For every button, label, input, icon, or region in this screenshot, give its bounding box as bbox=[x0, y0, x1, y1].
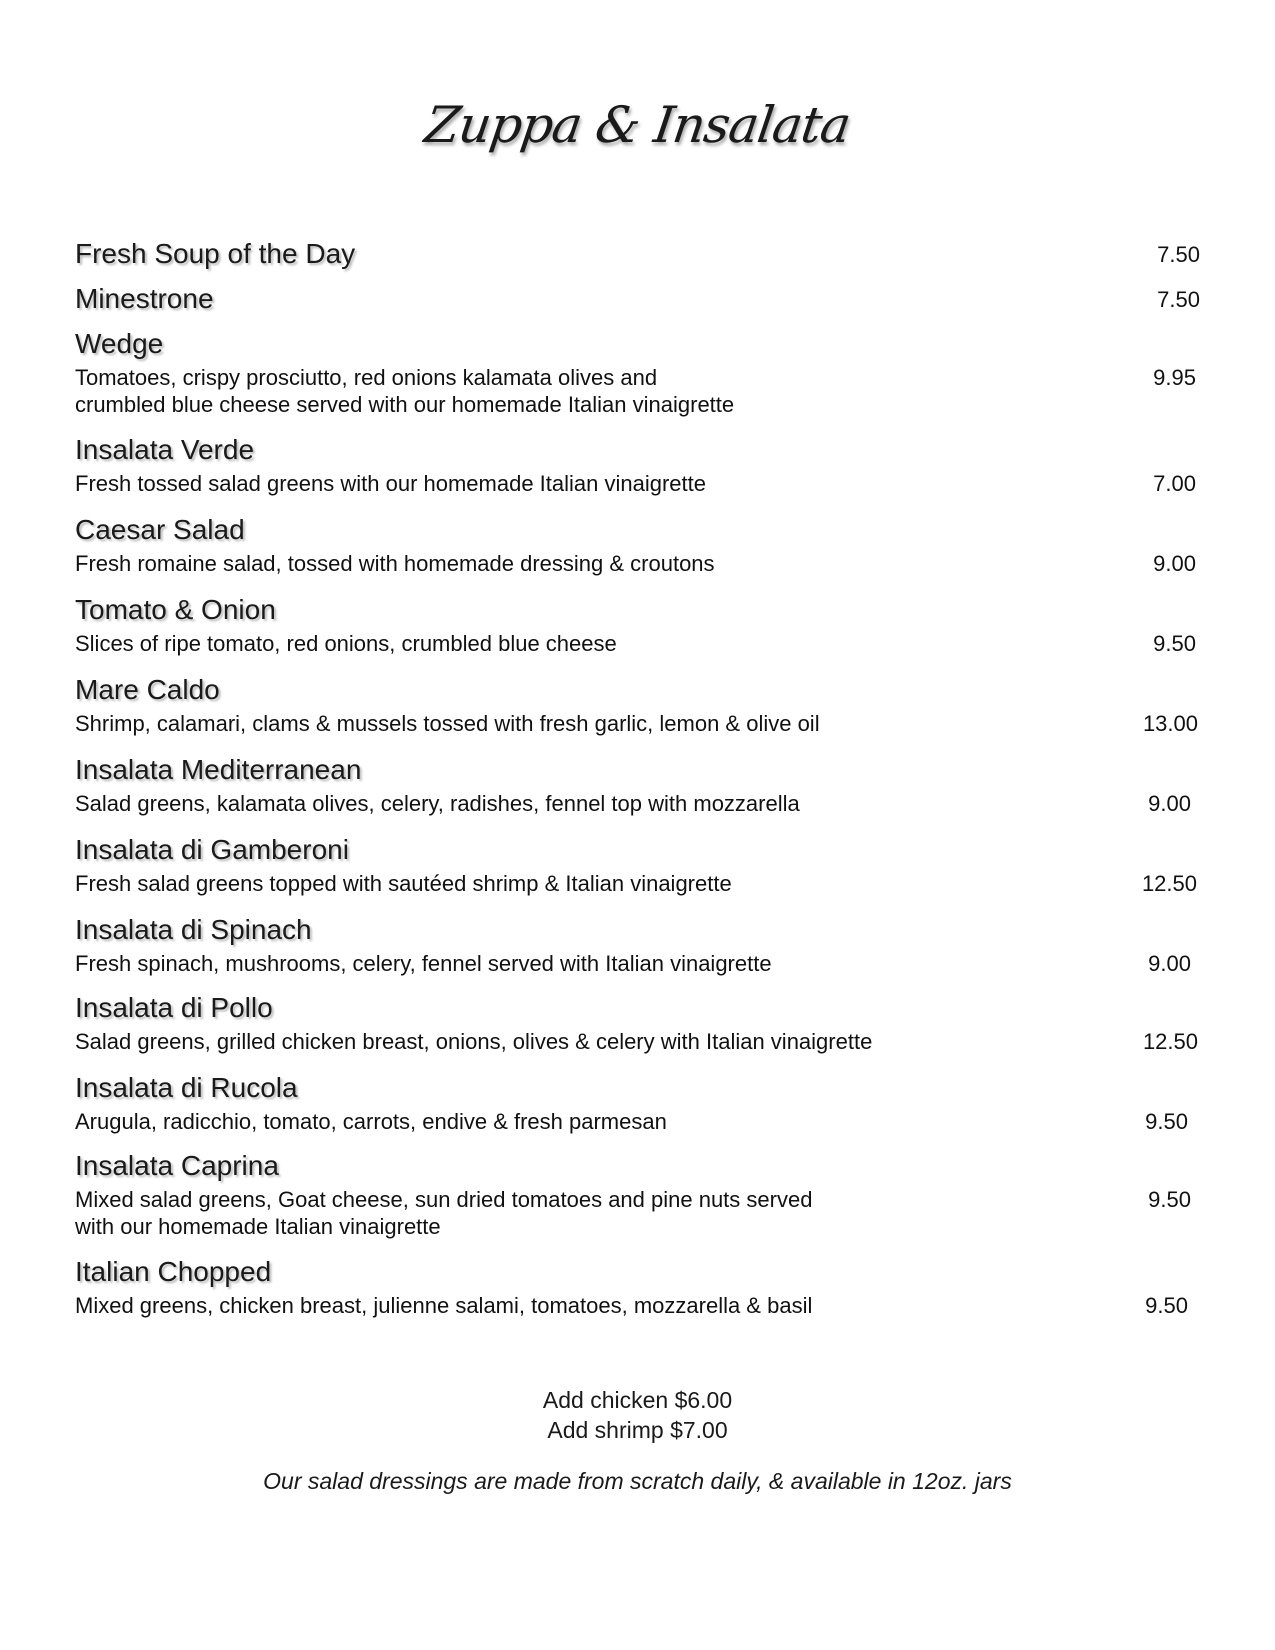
menu-item bbox=[75, 754, 1200, 820]
addon-shrimp: Add shrimp $7.00 bbox=[547, 1417, 728, 1443]
item-name: Fresh Soup of the Day bbox=[75, 238, 356, 269]
item-description: Shrimp, calamari, clams & mussels tossed with fresh garlic, lemon & olive oil bbox=[75, 711, 820, 736]
item-name: Mare Caldo bbox=[75, 674, 220, 705]
item-description: Mixed salad greens, Goat cheese, sun dried tomatoes and pine nuts served with our homemade Italian vinaigrette bbox=[75, 1187, 813, 1239]
menu-item bbox=[75, 1150, 1200, 1242]
item-description: Fresh salad greens topped with sautéed shrimp & Italian vinaigrette bbox=[75, 871, 732, 896]
menu-item bbox=[75, 834, 1200, 900]
item-name: Insalata Mediterranean bbox=[75, 754, 362, 785]
item-price: 9.50 bbox=[1145, 1293, 1188, 1318]
item-price: 12.50 bbox=[1141, 871, 1197, 896]
menu-item bbox=[75, 283, 1200, 317]
item-name: Insalata Caprina bbox=[75, 1150, 279, 1181]
item-price: 9.50 bbox=[1153, 631, 1196, 656]
item-price: 9.50 bbox=[1148, 1187, 1191, 1212]
item-price: 9.00 bbox=[1148, 791, 1191, 816]
item-description: Slices of ripe tomato, red onions, crumbled blue cheese bbox=[75, 631, 617, 656]
menu-title: Zuppa & Insalata bbox=[421, 96, 854, 154]
menu-item bbox=[75, 1256, 1200, 1322]
menu-item bbox=[75, 434, 1200, 500]
addons bbox=[0, 1385, 1275, 1445]
item-description: Fresh tossed salad greens with our homemade Italian vinaigrette bbox=[75, 471, 707, 496]
item-name: Insalata Verde bbox=[75, 434, 255, 465]
item-description: Salad greens, grilled chicken breast, onions, olives & celery with Italian vinaigrette bbox=[75, 1029, 873, 1054]
item-description: Fresh romaine salad, tossed with homemade dressing & croutons bbox=[75, 551, 715, 576]
menu-item bbox=[75, 674, 1200, 740]
item-description: Tomatoes, crispy prosciutto, red onions kalamata olives and crumbled blue cheese served with our homemade Italian vinaigrette bbox=[75, 365, 735, 417]
item-name: Insalata di Rucola bbox=[75, 1072, 298, 1103]
item-description: Mixed greens, chicken breast, julienne salami, tomatoes, mozzarella & basil bbox=[75, 1293, 813, 1318]
item-name: Tomato & Onion bbox=[75, 594, 276, 625]
menu-item bbox=[75, 1072, 1200, 1138]
item-name: Wedge bbox=[75, 328, 164, 359]
menu-item bbox=[75, 914, 1200, 980]
item-name: Insalata di Pollo bbox=[75, 992, 273, 1023]
item-price: 9.95 bbox=[1153, 365, 1196, 390]
item-name: Insalata di Spinach bbox=[75, 914, 312, 945]
menu-item bbox=[75, 514, 1200, 580]
item-price: 7.00 bbox=[1153, 471, 1196, 496]
item-description: Salad greens, kalamata olives, celery, radishes, fennel top with mozzarella bbox=[75, 791, 800, 816]
item-description: Arugula, radicchio, tomato, carrots, endive & fresh parmesan bbox=[75, 1109, 667, 1134]
item-description: Fresh spinach, mushrooms, celery, fennel served with Italian vinaigrette bbox=[75, 951, 772, 976]
item-price: 7.50 bbox=[1157, 242, 1200, 267]
item-name: Insalata di Gamberoni bbox=[75, 834, 349, 865]
menu-item bbox=[75, 328, 1200, 418]
dressing-note: Our salad dressings are made from scratch daily, & available in 12oz. jars bbox=[263, 1468, 1012, 1494]
item-price: 9.00 bbox=[1148, 951, 1191, 976]
menu-item bbox=[75, 238, 1200, 272]
item-name: Caesar Salad bbox=[75, 514, 245, 545]
item-price: 12.50 bbox=[1142, 1029, 1198, 1054]
item-price: 9.50 bbox=[1145, 1109, 1188, 1134]
item-price: 9.00 bbox=[1153, 551, 1196, 576]
addon-chicken: Add chicken $6.00 bbox=[542, 1387, 733, 1413]
item-price: 7.50 bbox=[1157, 287, 1200, 312]
menu-item bbox=[75, 594, 1200, 660]
item-name: Minestrone bbox=[75, 283, 214, 314]
item-price: 13.00 bbox=[1142, 711, 1198, 736]
menu-item bbox=[75, 992, 1200, 1058]
item-name: Italian Chopped bbox=[75, 1256, 272, 1287]
